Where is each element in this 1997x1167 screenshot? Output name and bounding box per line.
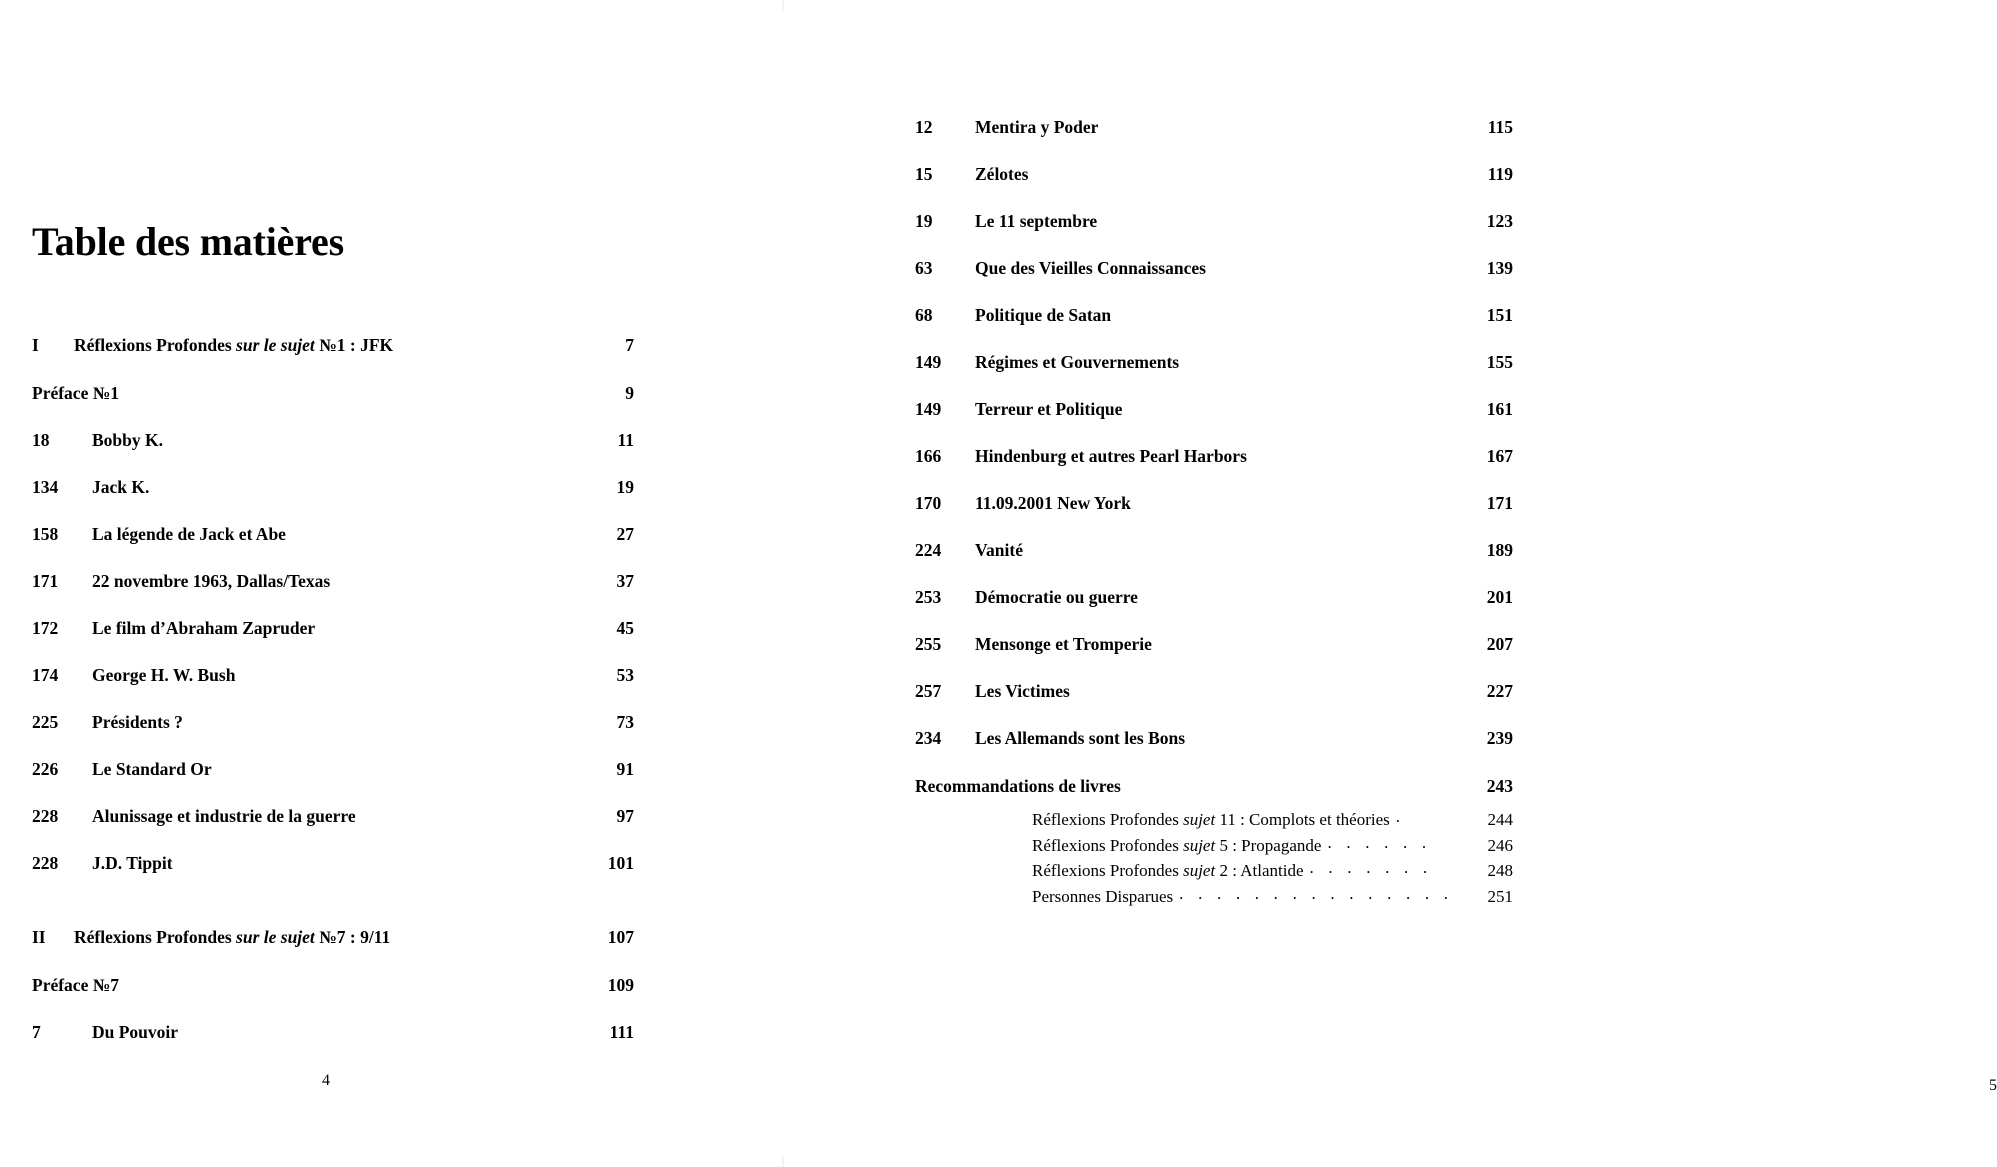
part-label-plain-1: Réflexions Profondes [74,335,237,355]
toc-part-heading-1[interactable] [32,337,634,355]
dot-leader: . [1395,807,1406,826]
toc-entry[interactable] [32,852,634,873]
entry-number: 226 [32,758,59,779]
entry-label: Du Pouvoir [92,1021,179,1042]
entry-number: 7 [32,1021,41,1042]
recommendation-page-number: 251 [1487,886,1513,906]
entry-number: 149 [915,399,942,419]
toc-entry[interactable] [915,354,1513,372]
recommendation-plain-2: 2 : Atlantide [1215,861,1304,880]
entry-number: 253 [915,587,942,607]
entry-number: 228 [32,852,59,873]
recommendation-italic: sujet [1183,810,1216,829]
toc-entry[interactable] [915,636,1513,654]
entry-page-number: 91 [616,758,634,779]
recommendation-italic: sujet [1183,861,1216,880]
toc-entry[interactable] [915,119,1513,137]
entry-number: 174 [32,664,59,685]
entry-page-number: 207 [1486,634,1513,654]
folio-left: 4 [322,1072,330,1089]
entry-label: 22 novembre 1963, Dallas/Texas [92,570,331,591]
entry-number: 171 [32,570,59,591]
entry-label: Présidents ? [92,711,183,732]
toc-entry[interactable] [32,476,634,497]
part-marker: I [32,335,39,355]
toc-left-column [32,337,634,1041]
recommendation-page-number: 244 [1487,810,1513,829]
entry-number: 158 [32,523,59,544]
toc-entry[interactable] [915,401,1513,419]
entry-label: Politique de Satan [975,305,1112,325]
entry-page-number: 53 [616,664,634,685]
entry-number: 18 [32,429,50,450]
entry-page-number: 227 [1486,681,1513,701]
dot-leader: . . . . . . . . . . . . . . . [1179,883,1454,903]
toc-entry[interactable] [915,307,1513,325]
entry-label: Terreur et Politique [975,399,1123,419]
toc-entry[interactable] [32,523,634,544]
entry-page-number: 115 [1487,117,1513,137]
entry-page-number: 19 [616,476,634,497]
recommendation-italic: sujet [1183,835,1216,855]
folio-right: 5 [1989,1077,1997,1094]
entry-number: 19 [915,211,933,231]
recommendation-label [1032,833,1321,859]
recommendation-plain-2: 5 : Propagande [1215,835,1322,855]
entry-page-number: 97 [616,805,634,826]
entry-label: Jack K. [92,476,150,497]
entry-page-number: 73 [616,711,634,732]
entry-page-number: 171 [1486,493,1513,513]
part-label-italic: sur le sujet [236,927,315,947]
entry-number: 63 [915,258,933,278]
entry-page-number: 11 [617,429,634,450]
entry-label: Vanité [975,540,1023,560]
entry-label: 11.09.2001 New York [975,493,1131,513]
recommendation-plain-2: 11 : Complots et théories [1215,810,1390,829]
toc-entry[interactable] [32,429,634,450]
toc-entry[interactable] [32,570,634,591]
entry-number: 166 [915,446,942,466]
entry-number: 225 [32,711,59,732]
entry-label: George H. W. Bush [92,664,236,685]
entry-number: 228 [32,805,59,826]
entry-number: 257 [915,681,942,701]
entry-label: Zélotes [975,164,1029,184]
preface-label: Préface №7 [32,974,120,995]
recommendation-plain-1: Réflexions Profondes [1032,835,1184,855]
toc-entry[interactable] [915,730,1513,748]
preface-page-number: 9 [625,382,634,403]
entry-page-number: 111 [609,1021,634,1042]
entry-page-number: 151 [1486,305,1513,325]
recommendation-plain-1: Réflexions Profondes [1032,810,1184,829]
entry-label: Le film d’Abraham Zapruder [92,617,316,638]
entry-label: Alunissage et industrie de la guerre [92,805,356,826]
entry-number: 12 [915,117,933,137]
entry-page-number: 155 [1486,352,1513,372]
toc-entry[interactable] [915,542,1513,560]
toc-entry[interactable] [32,664,634,685]
entry-number: 170 [915,493,942,513]
part-label-italic: sur le sujet [236,335,315,355]
part-label [74,337,588,355]
entry-label: Démocratie ou guerre [975,587,1138,607]
preface-page-number: 109 [607,974,634,995]
toc-entry-preface-1[interactable] [32,382,634,403]
toc-entry[interactable] [915,448,1513,466]
toc-entry[interactable] [915,213,1513,231]
recommendation-item[interactable] [915,884,1513,910]
entry-page-number: 201 [1486,587,1513,607]
entry-number: 15 [915,164,933,184]
toc-entry-preface-7[interactable] [32,974,634,995]
part-label-plain-1: Réflexions Profondes [74,927,237,947]
entry-number: 224 [915,540,942,560]
entry-page-number: 139 [1486,258,1513,278]
entry-label: Le Standard Or [92,758,212,779]
entry-label: Mensonge et Tromperie [975,634,1152,654]
entry-label: Hindenburg et autres Pearl Harbors [975,446,1247,466]
entry-label: Les Allemands sont les Bons [975,728,1186,748]
toc-entry[interactable] [32,805,634,826]
toc-entry[interactable] [32,758,634,779]
dot-leader: . . . . . . [1327,832,1432,852]
entry-label: Bobby K. [92,429,163,450]
entry-page-number: 167 [1486,446,1513,466]
toc-entry[interactable] [32,1021,634,1042]
entry-number: 234 [915,728,942,748]
toc-entry[interactable] [32,617,634,638]
entry-page-number: 101 [607,852,634,873]
entry-page-number: 27 [616,523,634,544]
entry-label: J.D. Tippit [92,852,173,873]
recommendations-page-number: 243 [1486,775,1513,796]
toc-entry-recommendations[interactable] [915,775,1513,796]
part-page-number: 7 [625,335,634,355]
toc-entry[interactable] [915,589,1513,607]
entry-number: 255 [915,634,942,654]
part-label [74,929,588,947]
part-label-plain-2: №7 : 9/11 [314,927,391,947]
entry-page-number: 123 [1486,211,1513,231]
entry-label: Régimes et Gouvernements [975,352,1180,372]
recommendation-page-number: 248 [1487,861,1513,880]
recommendation-page-number: 246 [1487,835,1513,855]
page-right [783,0,1997,1167]
entry-label: Que des Vieilles Connaissances [975,258,1206,278]
dot-leader: . . . . . . . [1309,858,1433,877]
entry-number: 149 [915,352,942,372]
part-page-number: 107 [607,927,634,947]
entry-page-number: 239 [1486,728,1513,748]
recommendation-plain-1: Réflexions Profondes [1032,861,1184,880]
part-marker: II [32,927,46,947]
entry-page-number: 189 [1486,540,1513,560]
entry-number: 68 [915,305,933,325]
entry-page-number: 45 [616,617,634,638]
toc-entry[interactable] [915,683,1513,701]
recommendation-label [1032,884,1173,910]
entry-number: 172 [32,617,59,638]
toc-entry[interactable] [915,166,1513,184]
toc-entry[interactable] [915,260,1513,278]
entry-label: Les Victimes [975,681,1070,701]
entry-label: La légende de Jack et Abe [92,523,286,544]
entry-page-number: 37 [616,570,634,591]
page-title: Table des matières [32,219,344,264]
recommendations-list [915,807,1513,909]
entry-page-number: 161 [1486,399,1513,419]
recommendation-plain-1: Personnes Disparues [1032,886,1174,906]
toc-part-heading-2[interactable] [32,929,634,947]
toc-entry[interactable] [32,711,634,732]
preface-label: Préface №1 [32,382,120,403]
toc-entry[interactable] [915,495,1513,513]
part-label-plain-2: №1 : JFK [314,335,394,355]
entry-label: Le 11 septembre [975,211,1098,231]
recommendations-heading: Recommandations de livres [915,775,1121,796]
entry-label: Mentira y Poder [975,117,1099,137]
toc-right-column [915,119,1513,909]
entry-page-number: 119 [1487,164,1513,184]
page-left [0,0,783,1167]
entry-number: 134 [32,476,59,497]
